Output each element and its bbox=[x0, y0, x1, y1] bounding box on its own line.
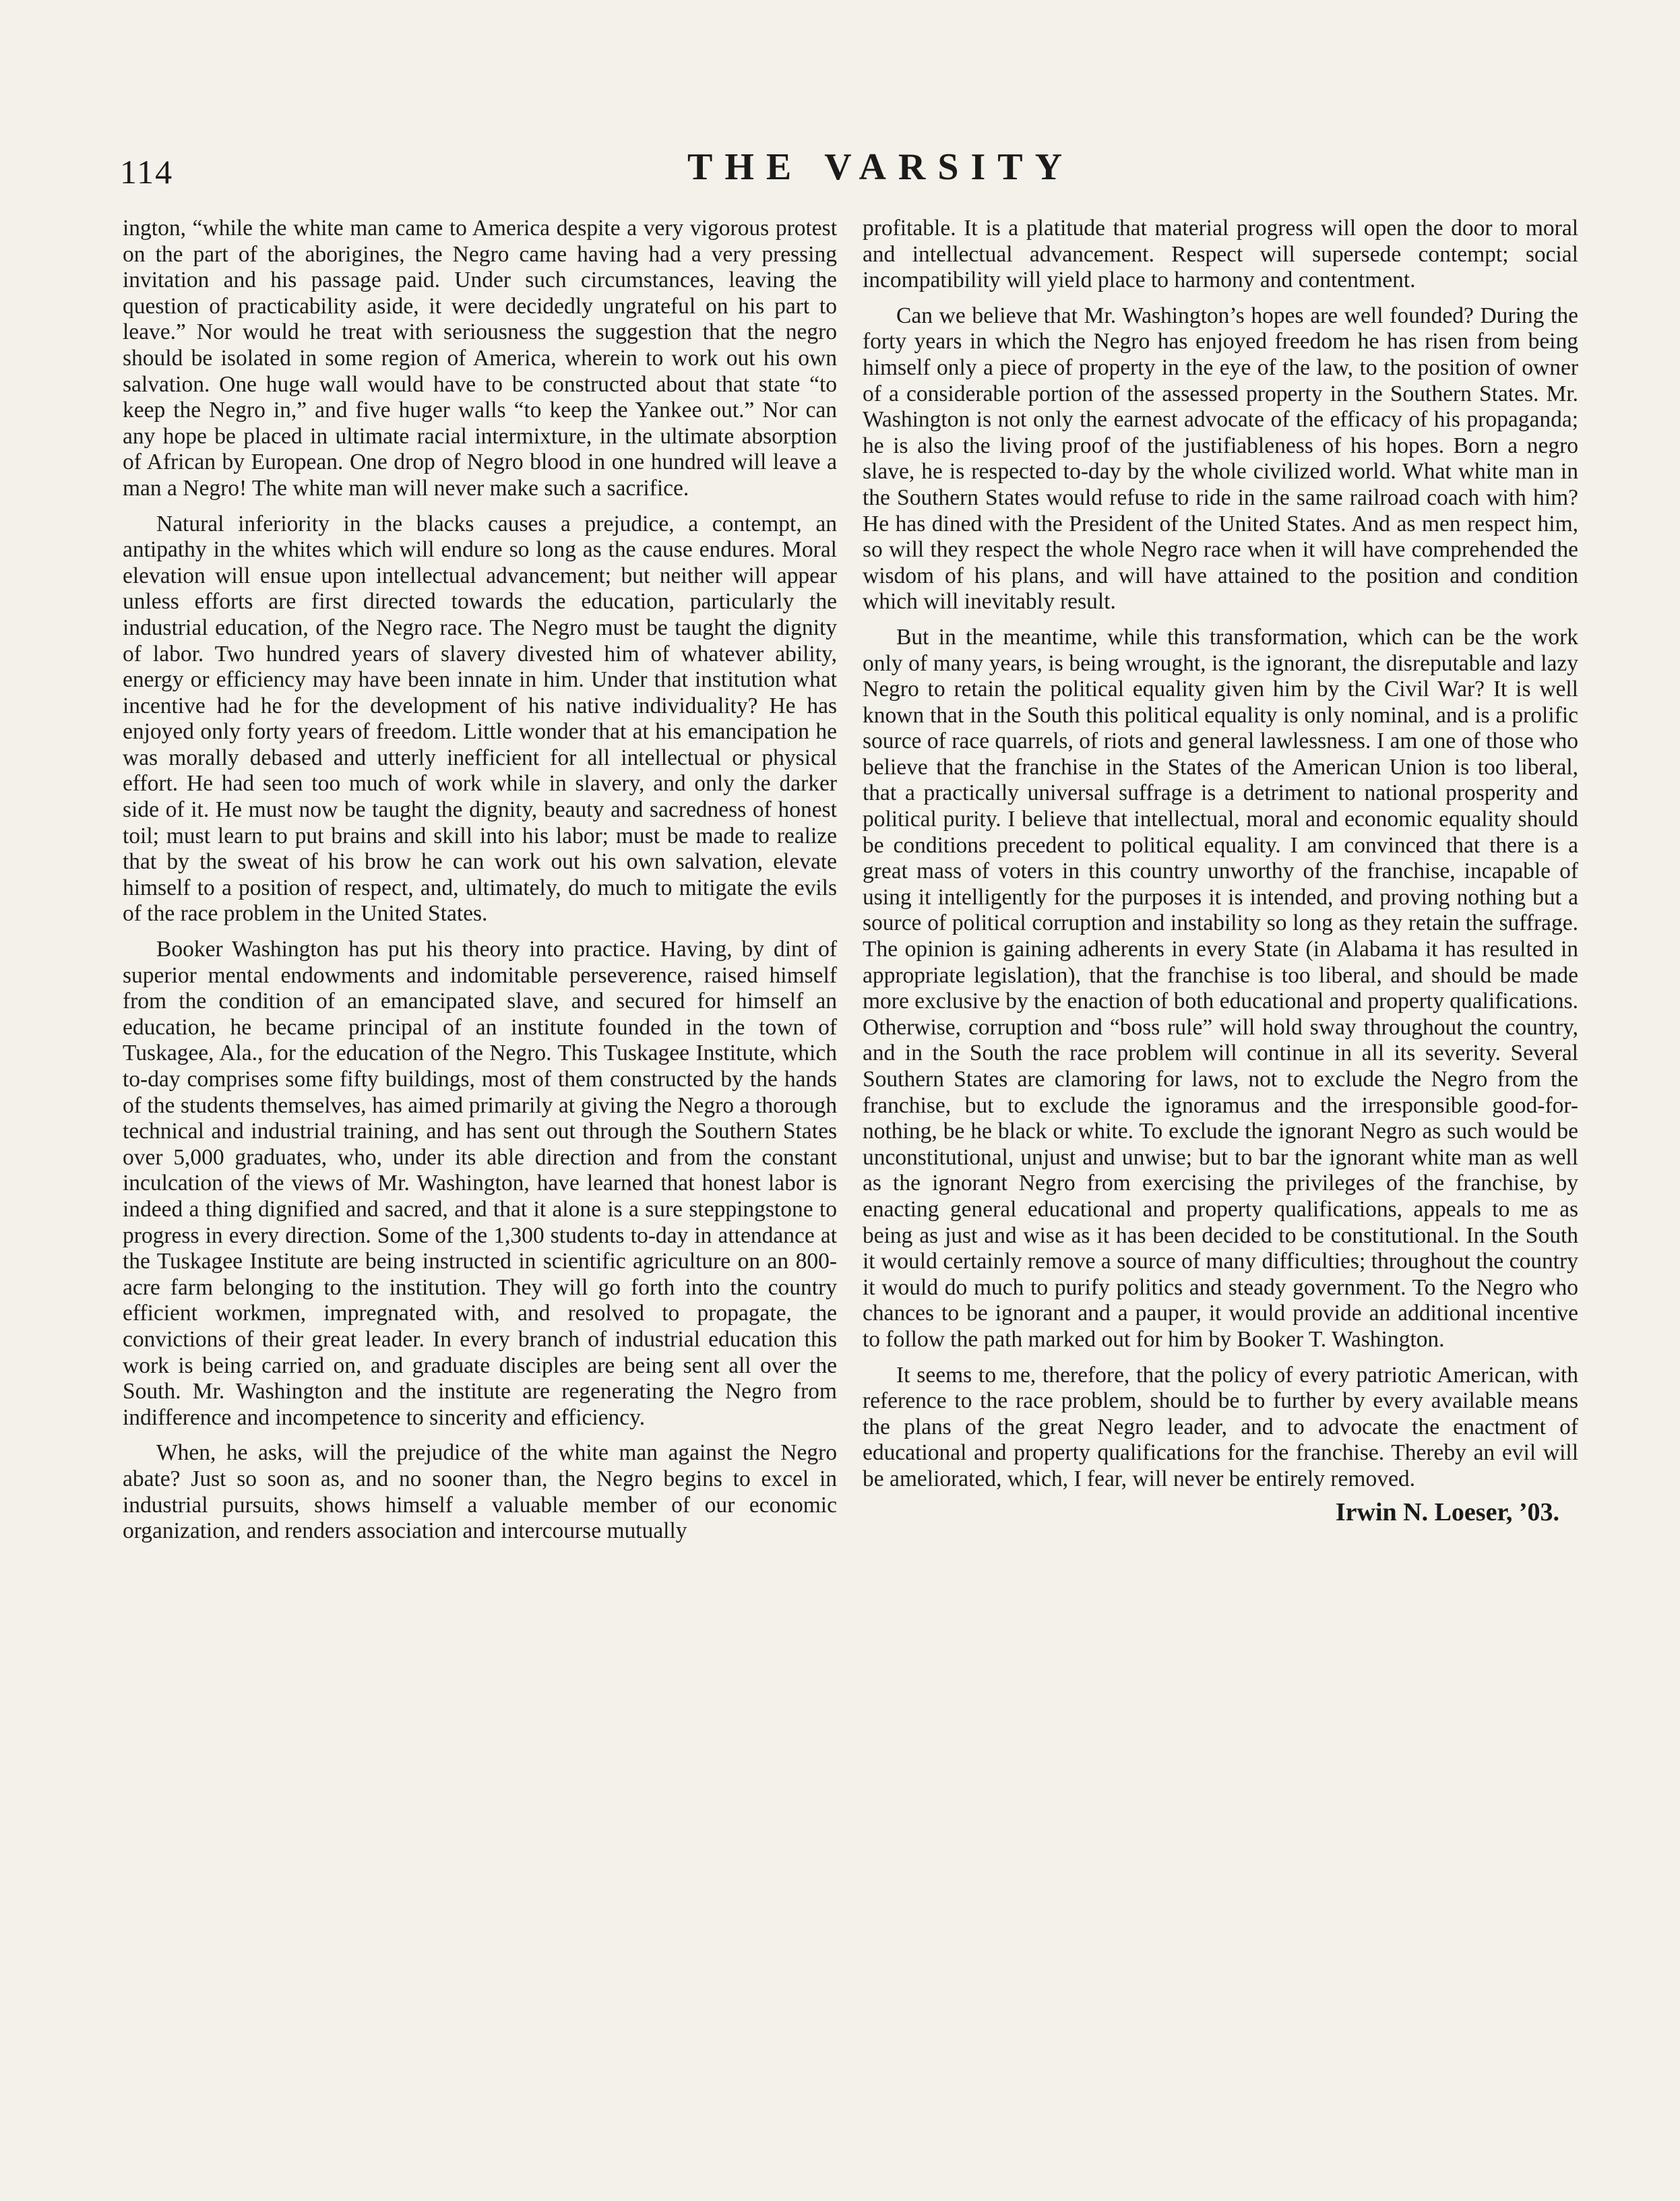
paragraph: Booker Washington has put his theory into practice. Having, by dint of superior mental endowments and indomitable perseverence, raised himself from the condition of an emancipated slave, and secured for himself an education, he became principal of an institute founded in the town of Tuskagee, Ala., for the education of the Negro. This Tuskagee Institute, which to-day comprises some fifty buildings, most of them constructed by the hands of the students themselves, has aimed primarily at giving the Negro a thorough technical and industrial training, and has sent out through the Southern States over 5,000 graduates, who, under its able direction and from the constant inculcation of the views of Mr. Washington, have learned that honest labor is indeed a thing dignified and sacred, and that it alone is a sure steppingstone to progress in every direction. Some of the 1,300 students to-day in attendance at the Tuskagee Institute are being instructed in scientific agriculture on an 800-acre farm belonging to the institution. They will go forth into the country efficient workmen, impregnated with, and resolved to propagate, the convictions of their great leader. In every branch of industrial education this work is being carried on, and graduate disciples are being sent all over the South. Mr. Washington and the institute are regenerating the Negro from indifference and incompetence to sincerity and efficiency. bbox=[123, 937, 837, 1430]
right-column bbox=[863, 216, 1578, 1525]
left-column bbox=[123, 216, 837, 1545]
paragraph: ington, “while the white man came to America despite a very vigorous protest on the part of the aborigines, the Negro came having had a very pressing invitation and his passage paid. Under such circumstances, leaving the question of practicability aside, it were decidedly ungrateful on his part to leave.” Nor would he treat with seriousness the suggestion that the negro should be isolated in some region of America, wherein to work out his own salvation. One huge wall would have to be constructed about that state “to keep the Negro in,” and five huger walls “to keep the Yankee out.” Nor can any hope be placed in ultimate racial intermixture, in the ultimate absorption of African by European. One drop of Negro blood in one hundred will leave a man a Negro! The white man will never make such a sacrifice. bbox=[123, 216, 837, 501]
paragraph: When, he asks, will the prejudice of the white man against the Negro abate? Just so soon as, and no sooner than, the Negro begins to excel in industrial pursuits, shows himself a valuable member of our economic organization, and renders association and intercourse mutually bbox=[123, 1440, 837, 1544]
author-signature: Irwin N. Loeser, ’03. bbox=[1335, 1497, 1559, 1526]
paragraph: It seems to me, therefore, that the policy of every patriotic American, with reference to the race problem, should be to further by every available means the plans of the great Negro leader, and to advocate the enactment of educational and property qualifications for the franchise. Thereby an evil will be ameliorated, which, I fear, will never be entirely removed. bbox=[863, 1362, 1578, 1491]
paragraph: profitable. It is a platitude that material progress will open the door to moral and intellectual advancement. Respect will supersede contempt; social incompatibility will yield place to harmony and contentment. bbox=[863, 216, 1578, 293]
page-number: 114 bbox=[120, 153, 174, 191]
paragraph: But in the meantime, while this transformation, which can be the work only of many years, is being wrought, is the ignorant, the disreputable and lazy Negro to retain the political equality given him by the Civil War? It is well known that in the South this political equality is only nominal, and is a prolific source of race quarrels, of riots and general lawlessness. I am one of those who believe that the franchise in the States of the American Union is too liberal, that a practically universal suffrage is a detriment to national prosperity and political purity. I believe that intellectual, moral and economic equality should be conditions precedent to political equality. I am convinced that there is a great mass of voters in this country unworthy of the franchise, incapable of using it intelligently for the purposes it is intended, and proving nothing but a source of political corruption and instability so long as they retain the suffrage. The opinion is gaining adherents in every State (in Alabama it has resulted in appropriate legislation), that the franchise is too liberal, and should be made more exclusive by the enaction of both educational and property qualifications. Otherwise, corruption and “boss rule” will hold sway throughout the country, and in the South the race problem will continue in all its severity. Several Southern States are clamoring for laws, not to exclude the Negro from the franchise, but to exclude the ignoramus and the irresponsible good-for-nothing, be he black or white. To exclude the ignorant Negro as such would be unconstitutional, unjust and unwise; but to bar the ignorant white man as well as the ignorant Negro from exercising the privileges of the franchise, by enacting general educational and property qualifications, appeals to me as being as just and wise as it has been decided to be constitutional. In the South it would certainly remove a source of many difficulties; throughout the country it would do much to purify politics and steady government. To the Negro who chances to be ignorant and a pauper, it would provide an additional incentive to follow the path marked out for him by Booker T. Washington. bbox=[863, 624, 1578, 1352]
journal-title: THE VARSITY bbox=[687, 146, 1075, 188]
paragraph: Natural inferiority in the blacks causes a prejudice, a contempt, an antipathy in the whites which will endure so long as the cause endures. Moral elevation will ensue upon intellectual advancement; but neither will appear unless efforts are first directed towards the education, particularly the industrial education, of the Negro race. The Negro must be taught the dignity of labor. Two hundred years of slavery divested him of whatever ability, energy or efficiency may have been innate in him. Under that institution what incentive had he for the development of his native individuality? He has enjoyed only forty years of freedom. Little wonder that at his emancipation he was morally debased and utterly inefficient for all intellectual or physical effort. He had seen too much of work while in slavery, and only the darker side of it. He must now be taught the dignity, beauty and sacredness of honest toil; must learn to put brains and skill into his labor; must be made to realize that by the sweat of his brow he can work out his own salvation, elevate himself to a position of respect, and, ultimately, do much to mitigate the evils of the race problem in the United States. bbox=[123, 511, 837, 927]
paragraph: Can we believe that Mr. Washington’s hopes are well founded? During the forty years in which the Negro has enjoyed freedom he has risen from being himself only a piece of property in the eye of the law, to the position of owner of a considerable portion of the assessed property in the Southern States. Mr. Washington is not only the earnest advocate of the efficacy of his propaganda; he is also the living proof of the justifiableness of his hopes. Born a negro slave, he is respected to-day by the whole civilized world. What white man in the Southern States would refuse to ride in the same railroad coach with him? He has dined with the President of the United States. And as men respect him, so will they respect the whole Negro race when it will have comprehended the wisdom of his plans, and will have attained to the position and condition which will inevitably result. bbox=[863, 303, 1578, 615]
